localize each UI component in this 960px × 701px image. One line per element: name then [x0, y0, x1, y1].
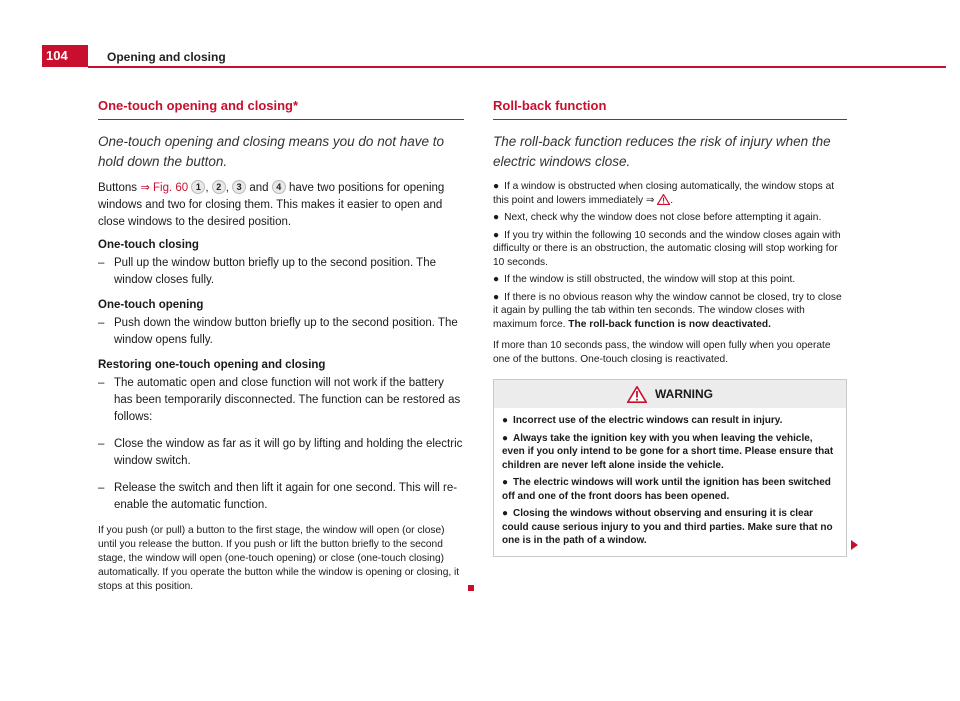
- list-item: ● If the window is still obstructed, the window will stop at this point.: [493, 274, 796, 285]
- warning-box: [493, 379, 847, 557]
- roll-back-paragraph: If more than 10 seconds pass, the window will open fully when you operate one of the buttons. One-touch closing is reactivated.: [493, 340, 831, 365]
- button-callout-3: 3: [232, 180, 246, 194]
- section-intro: The roll-back function reduces the risk of injury when the electric windows close.: [493, 134, 831, 169]
- header-rule: [88, 66, 946, 68]
- warning-icon: [657, 194, 670, 205]
- section-intro: One-touch opening and closing means you do not have to hold down the button.: [98, 134, 444, 169]
- list-item: ● The electric windows will work until the ignition has been switched off and one of the front doors has been opened.: [502, 477, 831, 502]
- button-callout-2: 2: [212, 180, 226, 194]
- subheading-closing: One-touch closing: [98, 239, 199, 251]
- list-item: – Close the window as far as it will go by lifting and holding the electric window switch.: [98, 436, 464, 470]
- warning-body: [494, 408, 846, 556]
- page-header-title: Opening and closing: [107, 50, 226, 64]
- list-item: ● Closing the windows without observing and ensuring it is clear could cause serious injury to you and third parties. Make sure that no one is in the path of a window.: [502, 508, 833, 546]
- section-title-roll-back: Roll-back function: [493, 98, 847, 120]
- list-item: ● If a window is obstructed when closing automatically, the window stops at this point and lowers immediately ⇒ .: [493, 181, 835, 206]
- list-item: – Release the switch and then lift it again for one second. This will re-enable the automatic function.: [98, 480, 464, 514]
- list-item: ● Incorrect use of the electric windows can result in injury.: [502, 415, 783, 426]
- buttons-paragraph: Buttons ⇒ Fig. 60 1 , 2 , 3 and 4 have two positions for opening windows and two for closing them. This makes it easier to open and close windows to the desired position.: [98, 182, 445, 228]
- left-column: [98, 98, 464, 600]
- footer-paragraph: If you push (or pull) a button to the first stage, the window will open (or close) until you release the button. If you push or lift the button briefly to the second stage, the window will open (one-touch opening) or close (one-touch closing) automatically. If you operate the button while the window is opening or closing, it stops at this position.: [98, 524, 464, 594]
- list-item: ● If there is no obvious reason why the window cannot be closed, try to close it again by pulling the tab within ten seconds. The window closes with maximum force. The roll-back function is now deactivated.: [493, 291, 842, 330]
- list-item: ● Next, check why the window does not close before attempting it again.: [493, 212, 822, 223]
- right-column: [493, 98, 847, 557]
- list-item: – Pull up the window button briefly up to the second position. The window closes fully.: [98, 255, 464, 289]
- list-item: ● Always take the ignition key with you when leaving the vehicle, even if you only intend to be gone for a short time. Please ensure that children are never left alone inside the vehicle.: [502, 432, 834, 471]
- subheading-restore: Restoring one-touch opening and closing: [98, 359, 326, 371]
- continue-arrow-icon: [851, 540, 858, 550]
- page-number: 104: [42, 45, 88, 67]
- section-title-one-touch: One-touch opening and closing*: [98, 98, 464, 120]
- button-callout-4: 4: [272, 180, 286, 194]
- warning-title: WARNING: [655, 387, 713, 401]
- list-item: – Push down the window button briefly up to the second position. The window opens fully.: [98, 315, 464, 349]
- button-callout-1: 1: [191, 180, 205, 194]
- list-item: – The automatic open and close function will not work if the battery has been temporarily disconnected. The function can be restored as follows:: [98, 375, 464, 426]
- subheading-opening: One-touch opening: [98, 299, 204, 311]
- warning-icon: [627, 386, 647, 403]
- section-end-marker: [468, 585, 474, 591]
- figure-link[interactable]: ⇒ Fig. 60: [140, 182, 189, 194]
- warning-header: [494, 380, 846, 408]
- list-item: ● If you try within the following 10 seconds and the window closes again with difficulty or there is an obstruction, the automatic closing will stop working for 10 seconds.: [493, 229, 841, 268]
